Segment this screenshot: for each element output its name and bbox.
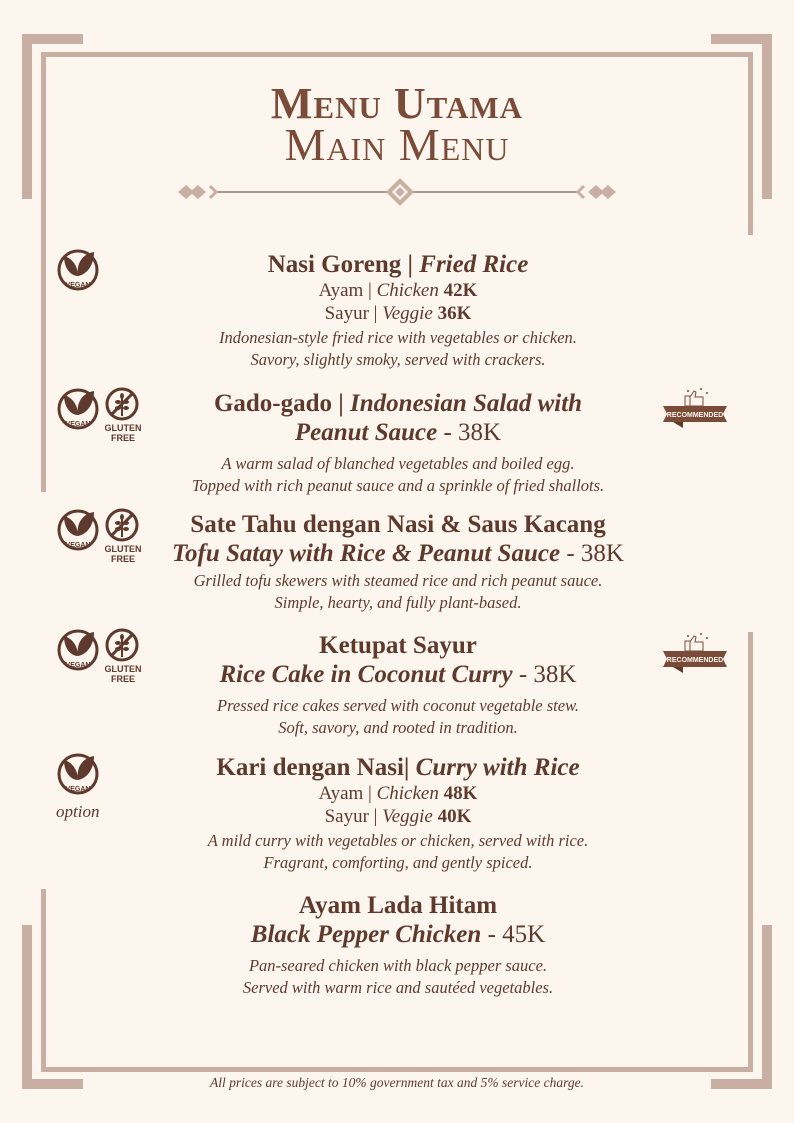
vegan-icon <box>56 752 102 802</box>
dish-name: Ayam Lada Hitam <box>298 892 498 919</box>
svg-text:FREE: FREE <box>110 554 136 564</box>
page-subtitle: Main Menu <box>284 119 510 170</box>
gluten-free-icon <box>102 386 148 448</box>
dish-description: Fragrant, comforting, and gently spiced. <box>263 853 533 872</box>
page-title: Menu Utama <box>270 79 524 128</box>
dish-description: Soft, savory, and rooted in tradition. <box>278 718 518 737</box>
dish-name-en: Black Pepper Chicken <box>250 921 482 948</box>
svg-text:GLUTEN: GLUTEN <box>104 423 142 433</box>
dish-description: Pressed rice cakes served with coconut vegetable stew. <box>217 696 579 715</box>
vegan-icon <box>56 387 102 437</box>
dish-name: Gado-gado | <box>213 390 351 417</box>
ornament-divider <box>176 178 618 206</box>
svg-text:VEGAN: VEGAN <box>65 542 91 549</box>
dish-description: Pan-seared chicken with black pepper sauce. <box>248 956 548 975</box>
menu-item-ketupat-sayur <box>150 631 646 739</box>
gluten-free-icon <box>102 627 148 689</box>
svg-text:FREE: FREE <box>110 674 136 684</box>
variant-name: Ayam | <box>318 783 377 804</box>
svg-text:VEGAN: VEGAN <box>65 421 91 428</box>
variant-name-en: Veggie <box>382 303 433 324</box>
dish-price: - 45K <box>481 921 546 948</box>
dish-name-en: Tofu Satay with Rice & Peanut Sauce <box>172 540 561 567</box>
svg-text:VEGAN: VEGAN <box>65 282 91 289</box>
dish-name: Nasi Goreng | <box>267 251 420 278</box>
dish-price: - 38K <box>512 661 577 688</box>
dish-name-en: Indonesian Salad with <box>350 390 583 417</box>
menu-item-sate-tahu <box>120 510 676 614</box>
vegan-option-label: option <box>56 802 100 821</box>
dish-description: Grilled tofu skewers with steamed rice and rich peanut sauce. <box>193 571 603 590</box>
svg-text:VEGAN: VEGAN <box>65 786 91 793</box>
dish-name-en: Fried Rice <box>419 251 529 278</box>
menu-item-ayam-lada-hitam <box>150 891 646 999</box>
menu-item-gado-gado <box>150 389 646 497</box>
svg-text:GLUTEN: GLUTEN <box>104 544 142 554</box>
dish-description: Savory, slightly smoky, served with crackers. <box>250 350 546 369</box>
footer-note: All prices are subject to 10% government tax and 5% service charge. <box>210 1075 584 1090</box>
dish-name: Ketupat Sayur <box>319 632 477 659</box>
variant-name: Sayur | <box>324 806 383 827</box>
dish-name-en: Rice Cake in Coconut Curry <box>219 661 513 688</box>
dish-description: Topped with rich peanut sauce and a sprinkle of fried shallots. <box>191 476 605 495</box>
dish-description: Simple, hearty, and fully plant-based. <box>274 593 522 612</box>
vegan-icon <box>56 628 102 678</box>
svg-text:RECOMMENDED: RECOMMENDED <box>666 412 724 419</box>
dish-description: A mild curry with vegetables or chicken, served with rice. <box>207 831 589 850</box>
dish-price: - 38K <box>560 540 624 567</box>
menu-item-nasi-goreng <box>150 250 646 371</box>
variant-price: 48K <box>438 783 478 804</box>
menu-item-kari <box>150 753 646 874</box>
variant-price: 36K <box>432 303 472 324</box>
dish-description: Served with warm rice and sautéed vegetables. <box>242 978 554 997</box>
dish-name-en: Curry with Rice <box>415 754 580 781</box>
recommended-badge-icon <box>663 633 729 679</box>
svg-text:FREE: FREE <box>110 433 136 443</box>
variant-name: Ayam | <box>318 280 377 301</box>
dish-name-en: Peanut Sauce <box>294 419 438 446</box>
vegan-icon <box>56 508 102 558</box>
dish-description: Indonesian-style fried rice with vegetables or chicken. <box>219 328 577 347</box>
variant-price: 40K <box>432 806 472 827</box>
variant-name-en: Chicken <box>376 783 439 804</box>
svg-text:RECOMMENDED: RECOMMENDED <box>666 657 724 664</box>
svg-text:GLUTEN: GLUTEN <box>104 664 142 674</box>
variant-name: Sayur | <box>324 303 383 324</box>
recommended-badge-icon <box>663 388 729 434</box>
dish-name: Sate Tahu dengan Nasi & Saus Kacang <box>190 511 606 538</box>
dish-price: - 38K <box>437 419 502 446</box>
variant-price: 42K <box>438 280 478 301</box>
svg-text:VEGAN: VEGAN <box>65 662 91 669</box>
variant-name-en: Chicken <box>376 280 439 301</box>
dish-description: A warm salad of blanched vegetables and boiled egg. <box>221 454 575 473</box>
vegan-icon <box>56 248 102 298</box>
dish-name: Kari dengan Nasi| <box>216 754 416 781</box>
variant-name-en: Veggie <box>382 806 433 827</box>
